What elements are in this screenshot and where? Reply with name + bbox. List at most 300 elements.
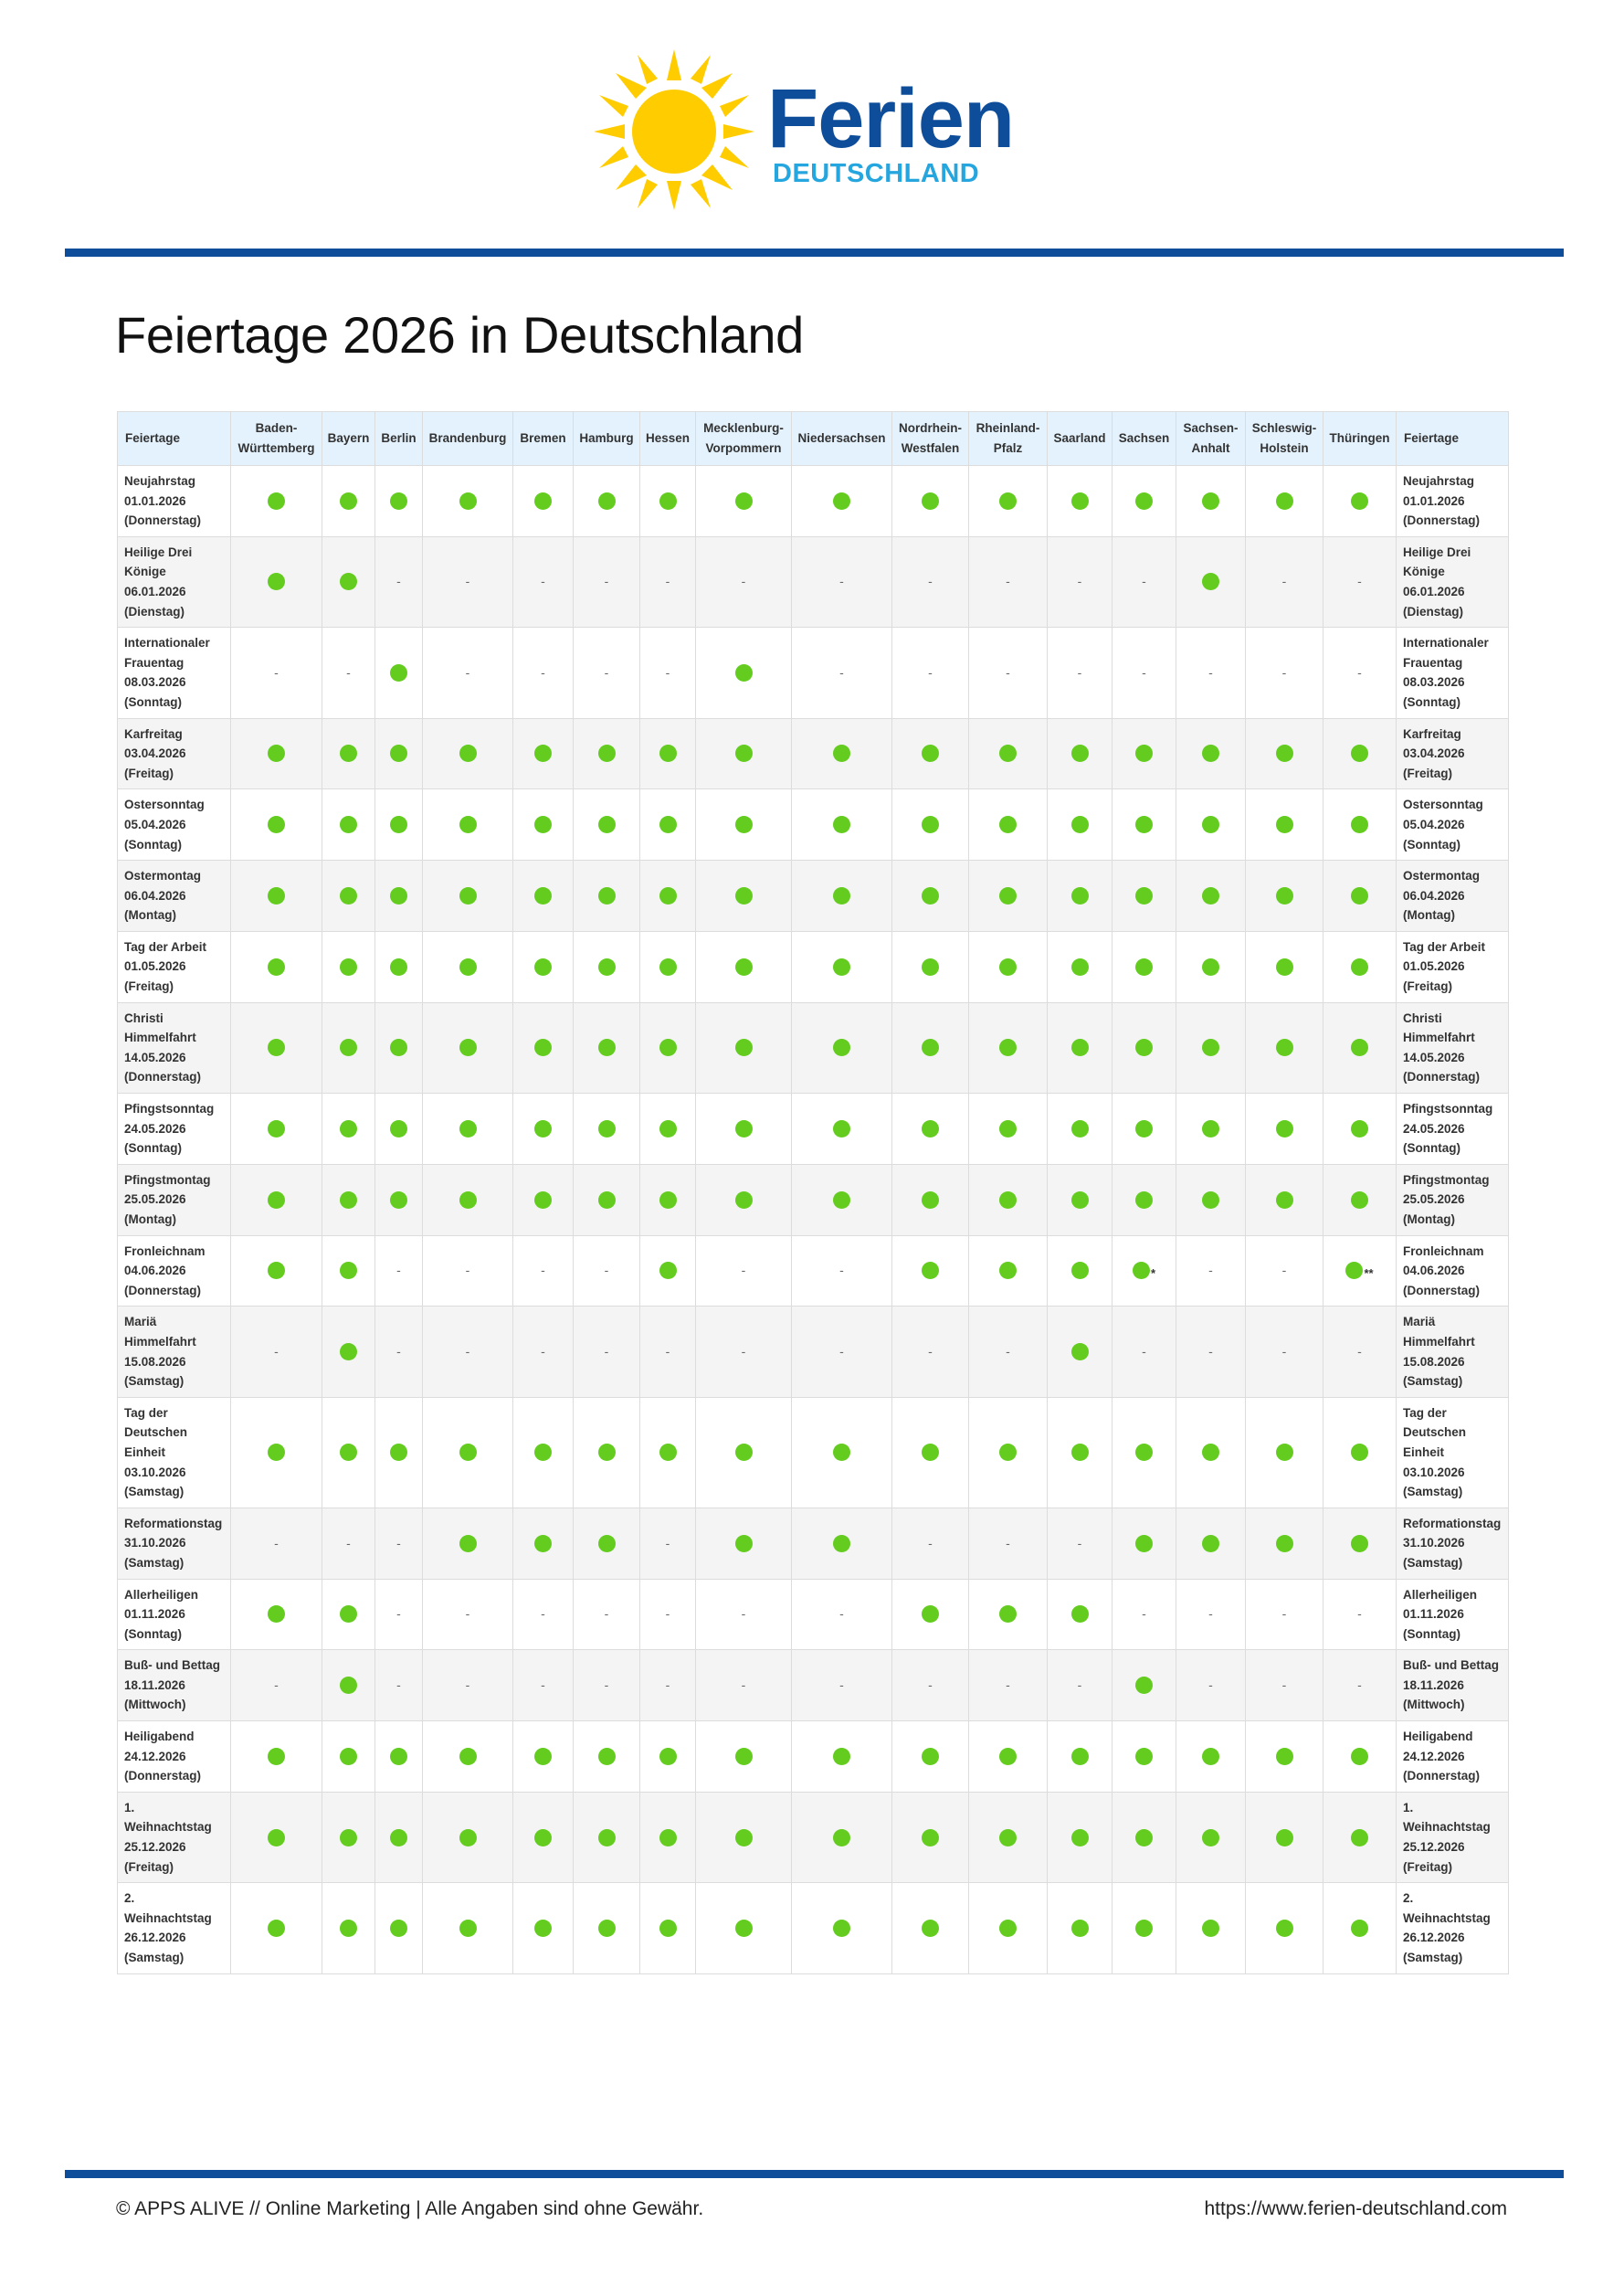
holiday-dot-icon [1276,958,1293,976]
state-mark-cell [513,1721,574,1793]
state-mark-cell [640,1164,696,1235]
holiday-dot-icon [1351,1444,1368,1461]
state-mark-cell [1113,931,1176,1002]
holiday-dot-icon [459,492,477,510]
state-mark-cell [640,1650,696,1721]
holiday-dot-icon [598,887,616,905]
table-row [118,1307,1509,1397]
holiday-dot-icon [999,816,1017,833]
state-mark-cell [1323,1164,1397,1235]
state-mark-cell [892,1307,969,1397]
state-mark-cell [574,1397,640,1508]
holiday-dot-icon [999,1191,1017,1209]
state-mark-cell [696,1721,792,1793]
holiday-dot-icon [390,1829,407,1846]
text-line: Berlin [381,431,417,446]
state-mark-cell [1246,1508,1323,1579]
text-line: Internationaler [1403,636,1489,651]
table-row [118,1164,1509,1235]
text-line: Pfingstsonntag [1403,1102,1493,1116]
holiday-dot-icon [1135,1829,1153,1846]
state-mark-cell [1246,1397,1323,1508]
state-mark-cell [423,1002,513,1093]
state-mark-cell [1176,536,1246,627]
no-holiday-dash: - [741,574,746,589]
state-mark-cell [1323,536,1397,627]
state-mark-cell [640,1721,696,1793]
state-mark-cell [640,1307,696,1397]
holiday-dot-icon [534,492,552,510]
state-mark-cell [696,1397,792,1508]
state-mark-cell [1246,1792,1323,1882]
no-holiday-dash: - [396,1535,401,1550]
holiday-dot-icon [833,745,850,762]
text-line: (Samstag) [124,1555,185,1570]
text-line: 24.12.2026 [124,1749,186,1763]
holiday-label-right [1397,789,1509,861]
text-line: Pfalz [993,441,1023,455]
text-line: Hamburg [579,431,634,446]
state-mark-cell [423,466,513,537]
state-mark-cell [1246,1721,1323,1793]
text-line: 05.04.2026 [1403,817,1465,831]
holiday-dot-icon [1071,1120,1089,1137]
holiday-dot-icon [1351,1920,1368,1937]
no-holiday-dash: - [1357,1344,1362,1360]
state-mark-cell [231,1508,322,1579]
state-mark-cell [375,861,423,932]
holiday-dot-icon [1071,1039,1089,1056]
state-mark-cell [892,1883,969,1973]
holiday-dot-icon [999,492,1017,510]
state-mark-cell [513,536,574,627]
state-mark-cell [574,1579,640,1650]
state-mark-cell [892,1002,969,1093]
state-mark-cell [1323,1883,1397,1973]
no-holiday-dash: - [541,1344,545,1360]
state-mark-cell [696,1792,792,1882]
holiday-dot-icon [1202,816,1219,833]
state-mark-cell [322,628,375,718]
state-mark-cell [574,931,640,1002]
text-line: 2. [1403,1891,1414,1906]
no-holiday-dash: - [839,1263,844,1278]
holiday-dot-icon [659,492,677,510]
holiday-dot-icon [598,1920,616,1937]
holiday-dot-icon [459,887,477,905]
state-mark-cell [423,1579,513,1650]
holiday-dot-icon [922,1191,939,1209]
state-mark-cell [892,1508,969,1579]
holiday-label-right [1397,1792,1509,1882]
state-mark-cell [1176,931,1246,1002]
no-holiday-dash: - [541,1606,545,1622]
holiday-dot-icon [1135,1535,1153,1552]
holiday-dot-icon [1276,887,1293,905]
holiday-dot-icon [459,1748,477,1765]
footnote-marker: * [1150,1266,1156,1281]
state-mark-cell [696,1094,792,1165]
state-mark-cell [969,1721,1048,1793]
text-line: Internationaler [124,636,210,651]
state-mark-cell [696,1579,792,1650]
state-mark-cell [231,1579,322,1650]
state-mark-cell [1048,1235,1113,1307]
state-mark-cell [574,1883,640,1973]
text-line: Westfalen [901,441,960,455]
holiday-dot-icon [735,1535,753,1552]
text-line: (Freitag) [124,1859,174,1874]
state-mark-cell [375,1164,423,1235]
no-holiday-dash: - [1208,664,1213,680]
text-line: (Samstag) [1403,1555,1463,1570]
holiday-dot-icon [833,1039,850,1056]
header-state [1113,412,1176,466]
holiday-dot-icon [459,816,477,833]
state-mark-cell [423,1397,513,1508]
state-mark-cell [574,1094,640,1165]
state-mark-cell [1113,1002,1176,1093]
state-mark-cell [322,1721,375,1793]
state-mark-cell [375,628,423,718]
holiday-dot-icon [340,492,357,510]
state-mark-cell [1246,1164,1323,1235]
holiday-label-right [1397,1002,1509,1093]
table-row [118,931,1509,1002]
table-row [118,1002,1509,1093]
state-mark-cell [1048,1721,1113,1793]
state-mark-cell [322,931,375,1002]
text-line: Könige [124,565,166,579]
no-holiday-dash: - [1006,574,1010,589]
state-mark-cell [969,1235,1048,1307]
state-mark-cell [513,1397,574,1508]
holiday-dot-icon [459,1120,477,1137]
text-line: (Donnerstag) [124,1283,201,1297]
sun-icon [594,48,758,212]
no-holiday-dash: - [928,664,933,680]
holiday-dot-icon [922,1829,939,1846]
no-holiday-dash: - [1077,1677,1082,1693]
no-holiday-dash: - [396,1677,401,1693]
state-mark-cell [1323,1397,1397,1508]
state-mark-cell [1176,1002,1246,1093]
holiday-dot-icon [268,1444,285,1461]
text-line: Christi [124,1010,163,1025]
holiday-dot-icon [340,1444,357,1461]
no-holiday-dash: - [274,1677,279,1693]
state-mark-cell [231,1721,322,1793]
holiday-dot-icon [659,816,677,833]
holiday-label [118,931,231,1002]
holiday-dot-icon [1202,1920,1219,1937]
no-holiday-dash: - [928,1677,933,1693]
text-line: Karfreitag [124,726,183,741]
state-mark-cell [792,1094,892,1165]
holiday-dot-icon [659,958,677,976]
holiday-label [118,1397,231,1508]
text-line: 24.05.2026 [1403,1121,1465,1136]
holiday-dot-icon [1202,887,1219,905]
holiday-label-right [1397,1650,1509,1721]
no-holiday-dash: - [396,1263,401,1278]
state-mark-cell [574,628,640,718]
text-line: 24.12.2026 [1403,1749,1465,1763]
holiday-dot-icon [459,1039,477,1056]
logo-subtitle: DEUTSCHLAND [773,159,980,188]
text-line: Könige [1403,565,1445,579]
header-holiday-label: Feiertage [118,412,231,466]
text-line: Ostersonntag [124,798,205,812]
text-line: 03.10.2026 [1403,1465,1465,1479]
table-row [118,536,1509,627]
no-holiday-dash: - [665,1535,670,1550]
no-holiday-dash: - [541,1263,545,1278]
state-mark-cell [231,1883,322,1973]
text-line: Heilige Drei [1403,545,1471,559]
state-mark-cell [892,628,969,718]
state-mark-cell [574,861,640,932]
holiday-dot-icon [999,1748,1017,1765]
holiday-dot-icon [390,816,407,833]
holiday-dot-icon [340,1605,357,1623]
state-mark-cell [640,718,696,789]
state-mark-cell [322,1002,375,1093]
state-mark-cell [640,1883,696,1973]
holiday-dot-icon [1351,1039,1368,1056]
holiday-dot-icon [534,1191,552,1209]
holiday-dot-icon [534,1120,552,1137]
bottom-divider [65,2170,1564,2178]
state-mark-cell [513,1508,574,1579]
holiday-dot-icon [598,1748,616,1765]
holiday-dot-icon [1071,1920,1089,1937]
text-line: 31.10.2026 [1403,1536,1465,1550]
holiday-dot-icon [1133,1262,1150,1279]
holiday-dot-icon [268,492,285,510]
holiday-dot-icon [1135,816,1153,833]
holiday-label [118,1094,231,1165]
state-mark-cell [1323,1792,1397,1882]
holiday-dot-icon [340,816,357,833]
no-holiday-dash: - [604,1344,609,1360]
no-holiday-dash: - [1357,664,1362,680]
text-line: (Donnerstag) [124,1070,201,1085]
state-mark-cell [1113,1164,1176,1235]
state-mark-cell [322,1397,375,1508]
state-mark-cell [792,789,892,861]
state-mark-cell [696,789,792,861]
text-line: Deutschen [124,1425,188,1440]
text-line: Mariä [1403,1315,1436,1329]
no-holiday-dash: - [396,1344,401,1360]
header-state [513,412,574,466]
state-mark-cell [513,931,574,1002]
text-line: Himmelfahrt [124,1031,196,1045]
holiday-dot-icon [598,1535,616,1552]
state-mark-cell [1048,466,1113,537]
state-mark-cell [1048,536,1113,627]
state-mark-cell [322,1307,375,1397]
text-line: 18.11.2026 [1403,1677,1464,1692]
state-mark-cell [231,1002,322,1093]
text-line: Reformationstag [1403,1516,1502,1530]
state-mark-cell [231,466,322,537]
holiday-dot-icon [268,1748,285,1765]
holiday-dot-icon [1135,1920,1153,1937]
holiday-dot-icon [1202,492,1219,510]
holiday-dot-icon [459,1829,477,1846]
holiday-dot-icon [735,745,753,762]
no-holiday-dash: - [1357,574,1362,589]
text-line: Heilige Drei [124,545,193,559]
holiday-dot-icon [922,1920,939,1937]
holiday-dot-icon [1202,1039,1219,1056]
state-mark-cell [696,1164,792,1235]
text-line: (Donnerstag) [124,1769,201,1783]
state-mark-cell [892,1579,969,1650]
text-line: (Samstag) [124,1485,185,1499]
page-title: Feiertage 2026 in Deutschland [115,306,805,364]
no-holiday-dash: - [465,1263,470,1278]
text-line: (Samstag) [1403,1951,1463,1964]
text-line: Weihnachtstag [1403,1820,1491,1835]
state-mark-cell [969,1650,1048,1721]
state-mark-cell [1176,466,1246,537]
holiday-label [118,1579,231,1650]
table-row [118,1579,1509,1650]
state-mark-cell [322,1508,375,1579]
text-line: (Mittwoch) [124,1698,186,1712]
state-mark-cell [322,861,375,932]
holiday-dot-icon [1351,1535,1368,1552]
text-line: 01.01.2026 [124,493,186,508]
holiday-dot-icon [735,1829,753,1846]
text-line: Buß- und Bettag [1403,1658,1499,1673]
state-mark-cell [1048,1002,1113,1093]
text-line: 24.05.2026 [124,1121,186,1136]
state-mark-cell [1176,1650,1246,1721]
holiday-dot-icon [1202,1191,1219,1209]
text-line: Ostersonntag [1403,798,1483,812]
state-mark-cell [1176,1792,1246,1882]
state-mark-cell [1246,1579,1323,1650]
state-mark-cell [892,1164,969,1235]
no-holiday-dash: - [274,1535,279,1550]
text-line: Reformationstag [124,1516,223,1530]
text-line: Nordrhein- [899,421,962,436]
no-holiday-dash: - [541,1677,545,1693]
holiday-dot-icon [833,958,850,976]
state-mark-cell [640,1508,696,1579]
state-mark-cell [1323,789,1397,861]
text-line: Brandenburg [428,431,507,446]
holiday-dot-icon [268,1039,285,1056]
holiday-dot-icon [340,1262,357,1279]
header-state [696,412,792,466]
state-mark-cell [696,1883,792,1973]
holiday-dot-icon [922,816,939,833]
holiday-dot-icon [735,1191,753,1209]
text-line: (Montag) [124,1212,176,1226]
table-row [118,1883,1509,1973]
holiday-dot-icon [390,492,407,510]
holiday-dot-icon [1071,1262,1089,1279]
state-mark-cell [375,1721,423,1793]
no-holiday-dash: - [741,1606,746,1622]
state-mark-cell [375,1094,423,1165]
state-mark-cell [1113,1307,1176,1397]
state-mark-cell [231,789,322,861]
holiday-dot-icon [390,1748,407,1765]
text-line: 06.01.2026 [124,584,186,598]
text-line: 05.04.2026 [124,817,186,831]
text-line: 31.10.2026 [124,1536,186,1550]
state-mark-cell [640,536,696,627]
text-line: Bremen [520,431,566,446]
state-mark-cell [1323,628,1397,718]
text-line: Tag der [124,1405,168,1420]
ferien-deutschland-logo [594,48,1023,221]
state-mark-cell [1048,628,1113,718]
state-mark-cell [375,1002,423,1093]
state-mark-cell [892,1792,969,1882]
state-mark-cell [513,1164,574,1235]
holiday-dot-icon [1135,887,1153,905]
table-row [118,1235,1509,1307]
state-mark-cell [892,466,969,537]
no-holiday-dash: - [1077,574,1082,589]
state-mark-cell [640,861,696,932]
text-line: 1. [124,1800,135,1815]
text-line: Mariä [124,1315,157,1329]
state-mark-cell [423,718,513,789]
text-line: (Samstag) [124,1951,185,1964]
holiday-label [118,628,231,718]
text-line: 01.05.2026 [1403,959,1465,974]
state-mark-cell [1176,1579,1246,1650]
holiday-dot-icon [1276,1191,1293,1209]
text-line: Mecklenburg- [703,421,784,436]
state-mark-cell [231,1792,322,1882]
state-mark-cell [375,1397,423,1508]
state-mark-cell [513,1307,574,1397]
no-holiday-dash: - [1208,1263,1213,1278]
state-mark-cell [1176,1094,1246,1165]
state-mark-cell [574,718,640,789]
state-mark-cell [1246,1307,1323,1397]
no-holiday-dash: - [604,1263,609,1278]
holiday-dot-icon [534,1829,552,1846]
text-line: 01.01.2026 [1403,493,1465,508]
state-mark-cell [1113,1579,1176,1650]
text-line: 03.04.2026 [124,746,186,761]
state-mark-cell [574,1792,640,1882]
holiday-dot-icon [268,1829,285,1846]
no-holiday-dash: - [741,1677,746,1693]
state-mark-cell [513,861,574,932]
text-line: Saarland [1053,431,1106,446]
footer-url[interactable]: https://www.ferien-deutschland.com [1204,2198,1507,2219]
holiday-dot-icon [659,1444,677,1461]
no-holiday-dash: - [604,664,609,680]
no-holiday-dash: - [1142,1344,1146,1360]
state-mark-cell [423,1721,513,1793]
state-mark-cell [969,789,1048,861]
no-holiday-dash: - [396,1606,401,1622]
holiday-dot-icon [833,1920,850,1937]
text-line: Heiligabend [1403,1730,1473,1744]
